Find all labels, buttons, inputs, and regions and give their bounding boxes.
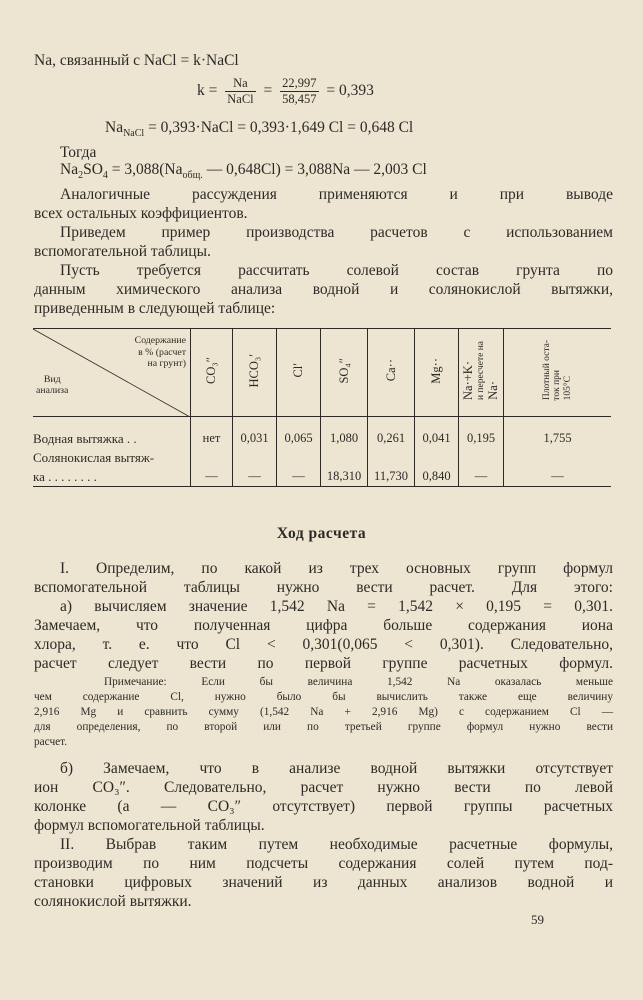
paragraph-line: II. Выбрав таким путем необходимые расчетные формулы, bbox=[60, 836, 613, 853]
column-header-text: Mg·· bbox=[429, 357, 443, 384]
formula-rest: = 0,393·NaCl = 0,393·1,649 Cl = 0,648 Cl bbox=[144, 119, 414, 136]
formula-line-na-nacl: Na, связанный с NaCl = k·NaCl bbox=[34, 52, 239, 69]
table-row bbox=[33, 417, 611, 449]
column-header-text: Cl′ bbox=[291, 363, 305, 378]
paragraph-line: становки цифровых значений из данных анализов водной и bbox=[34, 874, 613, 891]
formula-na-nacl-value bbox=[105, 119, 413, 143]
note-line: для определения, по второй или по третьей группе формул нужно вести bbox=[34, 721, 613, 733]
column-header-hco3 bbox=[233, 329, 277, 417]
table-row bbox=[33, 448, 611, 467]
fraction-molar-masses bbox=[280, 76, 318, 107]
table-cell: 0,041 bbox=[415, 417, 459, 449]
na-symbol: Na bbox=[60, 161, 79, 178]
section-heading: Ход расчета bbox=[276, 525, 367, 542]
paragraph-line: данным химического анализа водной и солянокислой вытяжки, bbox=[34, 281, 613, 298]
column-header-na-k bbox=[459, 329, 504, 417]
page-number: 59 bbox=[531, 912, 544, 927]
table-corner-cell bbox=[33, 329, 191, 417]
paragraph-line: Аналогичные рассуждения применяются и при выводе bbox=[60, 186, 613, 203]
paragraph-line: колонке (а — CO₃″ отсутствует) первой группы расчетных bbox=[34, 798, 613, 815]
column-header-text: Na· bbox=[486, 381, 501, 401]
table-cell: — bbox=[459, 467, 504, 487]
na-symbol: Na bbox=[105, 119, 124, 136]
note-line: 2,916 Mg и сравнить сумму (1,542 Na + 2,916 Mg) с содержанием Cl — bbox=[34, 706, 613, 718]
subscript-total: общ. bbox=[182, 170, 203, 182]
formula-part: = 3,088(Na bbox=[107, 161, 183, 178]
fraction-numerator: Na bbox=[225, 76, 255, 92]
corner-label-analysis bbox=[36, 374, 68, 396]
column-header-text: Плотный оста- bbox=[541, 340, 552, 401]
word-togda: Тогда bbox=[60, 144, 97, 161]
column-header-mg bbox=[415, 329, 459, 417]
corner-label-line: Содержание bbox=[134, 335, 186, 346]
column-header-residue bbox=[504, 329, 612, 417]
note-line: чем содержание Cl, нужно было бы вычислить также еще величину bbox=[34, 691, 613, 703]
fraction-denominator: 58,457 bbox=[282, 91, 317, 106]
column-header-co3 bbox=[191, 329, 233, 417]
column-header-ca bbox=[368, 329, 415, 417]
table-cell: 1,080 bbox=[321, 417, 368, 449]
paragraph-line: производим по ним подсчеты содержания солей путем под- bbox=[34, 855, 613, 872]
k-result: = 0,393 bbox=[326, 82, 374, 99]
table-cell bbox=[233, 448, 277, 467]
corner-label-line: Вид bbox=[43, 374, 61, 385]
corner-label-line: на грунт) bbox=[147, 358, 186, 369]
formula-part: — 0,648Cl) = 3,088Na — 2,003 Cl bbox=[202, 161, 427, 178]
table-cell: 18,310 bbox=[321, 467, 368, 487]
paragraph-line: б) Замечаем, что в анализе водной вытяжки отсутствует bbox=[60, 760, 613, 777]
paragraph-line: всех остальных коэффициентов. bbox=[34, 205, 248, 222]
soil-analysis-table bbox=[33, 328, 611, 487]
table-cell: — bbox=[504, 467, 612, 487]
column-header-so4 bbox=[321, 329, 368, 417]
table-cell: — bbox=[233, 467, 277, 487]
column-header-text: SO₄″ bbox=[336, 357, 351, 384]
so-symbol: SO bbox=[83, 161, 103, 178]
corner-label-line: в % (расчет bbox=[138, 346, 186, 358]
paragraph-line: а) вычисляем значение 1,542 Na = 1,542 × 0,195 = 0,301. bbox=[60, 598, 613, 615]
row-label: Солянокислая вытяж- bbox=[33, 449, 155, 465]
column-header-text: Na·+K· bbox=[460, 361, 475, 401]
subscript-2: 2 bbox=[78, 170, 84, 182]
table-cell: 0,065 bbox=[277, 417, 321, 449]
paragraph-line: вспомогательной таблицы. bbox=[34, 243, 211, 260]
table-cell: 1,755 bbox=[504, 417, 612, 449]
subscript-4: 4 bbox=[102, 170, 108, 182]
column-header-text: ток при bbox=[552, 369, 563, 401]
table-cell bbox=[459, 448, 504, 467]
paragraph-line: ион CO₃″. Следовательно, расчет нужно вести по левой bbox=[34, 779, 613, 796]
column-header-text: Ca·· bbox=[383, 359, 398, 382]
table-cell: 0,840 bbox=[415, 467, 459, 487]
row-label: ка . . . . . . . . bbox=[33, 467, 191, 487]
table-cell bbox=[321, 448, 368, 467]
paragraph-line: I. Определим, по какой из трех основных групп формул bbox=[60, 560, 613, 577]
fraction-denominator: NaCl bbox=[227, 91, 254, 106]
table-cell: 0,195 bbox=[459, 417, 504, 449]
table-row bbox=[33, 467, 611, 487]
note-line: расчет. bbox=[34, 736, 68, 748]
table-cell: 11,730 bbox=[368, 467, 415, 487]
corner-label-content bbox=[135, 335, 186, 370]
table-cell: нет bbox=[191, 417, 233, 449]
paragraph-line: формул вспомогательной таблицы. bbox=[34, 817, 265, 834]
table-cell bbox=[191, 448, 233, 467]
paragraph-line: Пусть требуется рассчитать солевой состав грунта по bbox=[60, 262, 613, 279]
note-line: Примечание: Если бы величина 1,542 Na оказалась меньше bbox=[104, 676, 613, 688]
table-header-row bbox=[33, 329, 611, 417]
paragraph-line: солянокислой вытяжки. bbox=[34, 893, 192, 910]
paragraph-line: вспомогательной таблицы нужно вести расчет. Для этого: bbox=[34, 579, 613, 596]
paragraph-line: приведенным в следующей таблице: bbox=[34, 300, 276, 317]
column-header-text: 105°C bbox=[562, 376, 573, 401]
table-cell bbox=[368, 448, 415, 467]
corner-label-line: анализа bbox=[36, 385, 69, 396]
formula-k-ratio bbox=[197, 72, 374, 110]
fraction-numerator: 22,997 bbox=[282, 75, 317, 90]
column-header-text: и пересчете на bbox=[475, 340, 486, 401]
paragraph-line: хлора, т. е. что Cl < 0,301(0,065 < 0,301). Следовательно, bbox=[34, 636, 613, 653]
table-cell bbox=[277, 448, 321, 467]
row-label: Водная вытяжка . . bbox=[33, 430, 137, 446]
equals-sign: = bbox=[263, 82, 273, 99]
fraction-na-over-nacl bbox=[225, 76, 255, 107]
k-prefix: k = bbox=[197, 82, 218, 99]
table-cell bbox=[504, 448, 612, 467]
paragraph-line: расчет следует вести по первой группе расчетных формул. bbox=[34, 655, 613, 672]
formula-na2so4 bbox=[60, 161, 427, 185]
table-cell: 0,261 bbox=[368, 417, 415, 449]
nacl-subscript: NaCl bbox=[123, 128, 145, 140]
column-header-text: HCO₃′ bbox=[247, 353, 261, 388]
column-header-cl bbox=[277, 329, 321, 417]
paragraph-line: Приведем пример производства расчетов с использованием bbox=[60, 224, 613, 241]
table-cell bbox=[415, 448, 459, 467]
table-cell: — bbox=[191, 467, 233, 487]
table-cell: — bbox=[277, 467, 321, 487]
table-cell: 0,031 bbox=[233, 417, 277, 449]
paragraph-line: Замечаем, что полученная цифра больше содержания иона bbox=[34, 617, 613, 634]
column-header-text: CO₃″ bbox=[204, 357, 218, 384]
